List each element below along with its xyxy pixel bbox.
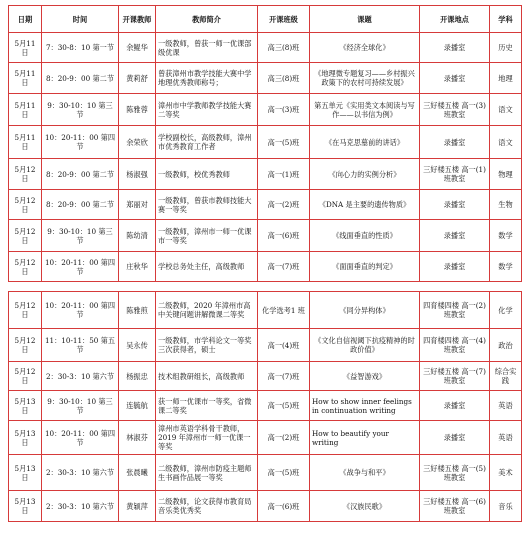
subject-cell: 美术 (490, 455, 522, 491)
header-time: 时间 (42, 6, 119, 33)
schedule-document (8, 5, 521, 522)
subject-cell: 政治 (490, 329, 522, 362)
intro-cell: 一级教师，曾获市教师技能大赛一等奖 (156, 190, 258, 220)
class-cell: 高一(6)班 (258, 491, 310, 522)
location-cell: 三好楼五楼 高一(7)班教室 (420, 362, 490, 391)
time-cell: 8：20-9：00 第二节 (42, 63, 119, 94)
teacher-cell: 连毓航 (119, 391, 156, 421)
header-location: 开课地点 (420, 6, 490, 33)
class-cell: 高一(2)班 (258, 421, 310, 455)
date-cell: 5月11日 (9, 33, 42, 63)
topic-cell: 《经济全球化》 (310, 33, 420, 63)
time-cell: 11：10-11：50 第五节 (42, 329, 119, 362)
topic-cell: 《面面垂直的判定》 (310, 252, 420, 282)
topic-cell: 《线面垂直的性质》 (310, 220, 420, 252)
subject-cell: 语文 (490, 126, 522, 159)
teacher-cell: 杨振忠 (119, 362, 156, 391)
intro-cell: 二级教师，论文获得市教育局音乐类优秀奖 (156, 491, 258, 522)
class-cell: 高一(5)班 (258, 126, 310, 159)
schedule-table-2 (8, 291, 522, 522)
date-cell: 5月13日 (9, 455, 42, 491)
subject-cell: 数学 (490, 252, 522, 282)
intro-cell: 二级教师，2020 年漳州市高中关键问题讲解微课二等奖 (156, 292, 258, 329)
subject-cell: 化学 (490, 292, 522, 329)
location-cell: 录播室 (420, 421, 490, 455)
header-subject: 学科 (490, 6, 522, 33)
time-cell: 8：20-9：00 第二节 (42, 190, 119, 220)
date-cell: 5月12日 (9, 292, 42, 329)
teacher-cell: 庄秋华 (119, 252, 156, 282)
teacher-cell: 杨淑强 (119, 159, 156, 190)
class-cell: 高一(5)班 (258, 455, 310, 491)
class-cell: 高一(1)班 (258, 159, 310, 190)
table-row (9, 63, 522, 94)
class-cell: 高一(3)班 (258, 94, 310, 126)
intro-cell: 获一师一优课市一等奖，省微课二等奖 (156, 391, 258, 421)
class-cell: 高一(6)班 (258, 220, 310, 252)
table-row (9, 329, 522, 362)
class-cell: 高一(2)班 (258, 190, 310, 220)
class-cell: 高一(5)班 (258, 391, 310, 421)
teacher-cell: 陈雅煎 (119, 292, 156, 329)
topic-cell: 《在马克思墓前的讲话》 (310, 126, 420, 159)
date-cell: 5月12日 (9, 252, 42, 282)
header-teacher: 开课教师 (119, 6, 156, 33)
subject-cell: 语文 (490, 94, 522, 126)
teacher-cell: 黄莉舒 (119, 63, 156, 94)
time-cell: 9：30-10：10 第三节 (42, 391, 119, 421)
topic-cell: 《同分异构体》 (310, 292, 420, 329)
date-cell: 5月13日 (9, 421, 42, 455)
time-cell: 10：20-11：00 第四节 (42, 292, 119, 329)
schedule-table-1 (8, 5, 522, 282)
location-cell: 录播室 (420, 220, 490, 252)
teacher-cell: 吴永传 (119, 329, 156, 362)
teacher-cell: 黄颖萍 (119, 491, 156, 522)
date-cell: 5月11日 (9, 94, 42, 126)
intro-cell: 学校副校长，高级教师，漳州市优秀教育工作者 (156, 126, 258, 159)
subject-cell: 地理 (490, 63, 522, 94)
subject-cell: 英语 (490, 421, 522, 455)
table-row (9, 33, 522, 63)
table-row (9, 94, 522, 126)
class-cell: 高三(8)班 (258, 63, 310, 94)
table-gap (8, 282, 521, 291)
location-cell: 四育楼四楼 高一(2)班教室 (420, 292, 490, 329)
teacher-cell: 林淑芬 (119, 421, 156, 455)
time-cell: 2：30-3：10 第六节 (42, 455, 119, 491)
location-cell: 录播室 (420, 391, 490, 421)
time-cell: 10：20-11：00 第四节 (42, 126, 119, 159)
intro-cell: 漳州市中学教师教学技能大赛二等奖 (156, 94, 258, 126)
table-row (9, 491, 522, 522)
teacher-cell: 陈幼清 (119, 220, 156, 252)
table-row (9, 391, 522, 421)
subject-cell: 物理 (490, 159, 522, 190)
date-cell: 5月11日 (9, 126, 42, 159)
header-topic: 课题 (310, 6, 420, 33)
class-cell: 高一(4)班 (258, 329, 310, 362)
time-cell: 2：30-3：10 第六节 (42, 362, 119, 391)
teacher-cell: 张晨曦 (119, 455, 156, 491)
table-row (9, 190, 522, 220)
teacher-cell: 余荣欣 (119, 126, 156, 159)
intro-cell: 一级教师，曾获一师一优课部级优课 (156, 33, 258, 63)
header-class: 开课班级 (258, 6, 310, 33)
topic-cell: How to beautify your writing (310, 421, 420, 455)
table-row (9, 292, 522, 329)
location-cell: 三好楼五楼 高一(3)班教室 (420, 94, 490, 126)
intro-cell: 二级教师，漳州市防疫主题师生书画作品展一等奖 (156, 455, 258, 491)
table-row (9, 252, 522, 282)
intro-cell: 曾获漳州市教学技能大赛中学地理优秀教师称号； (156, 63, 258, 94)
topic-cell: 《文化自信视阈下抗疫精神的时政价值》 (310, 329, 420, 362)
intro-cell: 一级教师，漳州市一师一优课市一等奖 (156, 220, 258, 252)
location-cell: 三好楼五楼 高一(5)班教室 (420, 455, 490, 491)
table-row (9, 159, 522, 190)
subject-cell: 综合实践 (490, 362, 522, 391)
table-row (9, 421, 522, 455)
topic-cell: 《向心力的实例分析》 (310, 159, 420, 190)
location-cell: 录播室 (420, 252, 490, 282)
location-cell: 录播室 (420, 33, 490, 63)
class-cell: 化学选考1 班 (258, 292, 310, 329)
subject-cell: 英语 (490, 391, 522, 421)
table-row (9, 126, 522, 159)
time-cell: 9：30-10：10 第三节 (42, 220, 119, 252)
subject-cell: 音乐 (490, 491, 522, 522)
intro-cell: 一级教师，校优秀教师 (156, 159, 258, 190)
subject-cell: 生物 (490, 190, 522, 220)
topic-cell: 《DNA 是主要的遗传物质》 (310, 190, 420, 220)
date-cell: 5月12日 (9, 159, 42, 190)
date-cell: 5月11日 (9, 63, 42, 94)
table-row (9, 362, 522, 391)
class-cell: 高一(7)班 (258, 252, 310, 282)
date-cell: 5月13日 (9, 391, 42, 421)
class-cell: 高一(7)班 (258, 362, 310, 391)
topic-cell: 《战争与和平》 (310, 455, 420, 491)
date-cell: 5月12日 (9, 329, 42, 362)
table-header-row (9, 6, 522, 33)
date-cell: 5月13日 (9, 491, 42, 522)
time-cell: 8：20-9：00 第二节 (42, 159, 119, 190)
location-cell: 录播室 (420, 63, 490, 94)
header-date: 日期 (9, 6, 42, 33)
location-cell: 三好楼五楼 高一(6)班教室 (420, 491, 490, 522)
teacher-cell: 郑丽对 (119, 190, 156, 220)
date-cell: 5月12日 (9, 190, 42, 220)
date-cell: 5月12日 (9, 362, 42, 391)
intro-cell: 一级教师，市学科论文一等奖三次获得者，硕士 (156, 329, 258, 362)
time-cell: 2：30-3：10 第六节 (42, 491, 119, 522)
time-cell: 7：30-8：10 第一节 (42, 33, 119, 63)
topic-cell: 第五单元《实用类文本阅读与写作——以书信为例》 (310, 94, 420, 126)
time-cell: 9：30-10：10 第三节 (42, 94, 119, 126)
topic-cell: 《汉族民歌》 (310, 491, 420, 522)
topic-cell: How to show inner feelings in continuation writing (310, 391, 420, 421)
table-row (9, 455, 522, 491)
subject-cell: 数学 (490, 220, 522, 252)
intro-cell: 漳州市英语学科骨干教师，2019 年漳州市一师一优课一等奖 (156, 421, 258, 455)
time-cell: 10：20-11：00 第四节 (42, 252, 119, 282)
time-cell: 10：20-11：00 第四节 (42, 421, 119, 455)
topic-cell: 《地理微专题复习——乡村振兴政策下的农村可持续发展》 (310, 63, 420, 94)
location-cell: 三好楼五楼 高一(1)班教室 (420, 159, 490, 190)
location-cell: 录播室 (420, 126, 490, 159)
location-cell: 录播室 (420, 190, 490, 220)
header-intro: 教师简介 (156, 6, 258, 33)
intro-cell: 技术组教研组长，高级教师 (156, 362, 258, 391)
teacher-cell: 陈雅蓉 (119, 94, 156, 126)
date-cell: 5月12日 (9, 220, 42, 252)
teacher-cell: 余鲲华 (119, 33, 156, 63)
class-cell: 高三(8)班 (258, 33, 310, 63)
table-row (9, 220, 522, 252)
location-cell: 四育楼四楼 高一(4)班教室 (420, 329, 490, 362)
topic-cell: 《益智游戏》 (310, 362, 420, 391)
subject-cell: 历史 (490, 33, 522, 63)
intro-cell: 学校总务处主任，高级教师 (156, 252, 258, 282)
